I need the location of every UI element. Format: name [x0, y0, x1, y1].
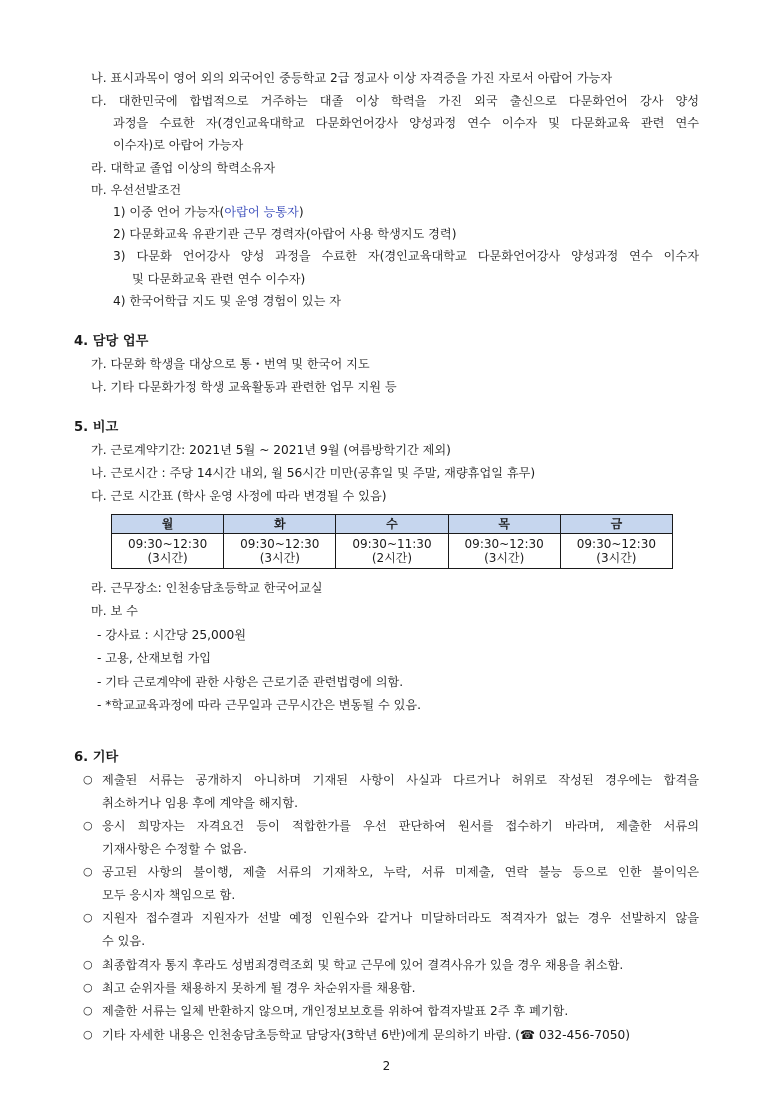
page-number: 2: [382, 1059, 391, 1073]
misc-bullet-8: 기타 자세한 내용은 인천송담초등학교 담당자(3학년 6반)에게 문의하기 바람. (☎ 032-456-7050): [102, 1028, 630, 1042]
bullet-8-mark: ○: [83, 1028, 93, 1041]
schedule-hours: (3시간): [147, 551, 188, 565]
schedule-cell-fri: [560, 534, 672, 569]
schedule-hours: (2시간): [371, 551, 413, 565]
schedule-day-mon: 월: [112, 515, 224, 534]
schedule-cell-mon: [112, 534, 224, 569]
qualification-ra: 라. 대학교 졸업 이상의 학력소유자: [91, 161, 276, 175]
priority-item-1-highlight: 아랍어 능통자: [224, 205, 299, 219]
schedule-cell-tue: [224, 534, 336, 569]
work-schedule-table: [111, 514, 673, 569]
qualification-da-line2: 과정을 수료한 자(경인교육대학교 다문화언어강사 양성과정 연수 이수자 및 다문화교육 관련 연수: [113, 116, 699, 130]
schedule-header-row: [112, 515, 673, 534]
misc-bullet-2-line1: 응시 희망자는 자격요건 등이 적합한가를 우선 판단하여 원서를 접수하기 바라며, 제출한 서류의: [102, 819, 699, 833]
note-na: 나. 근로시간 : 주당 14시간 내외, 월 56시간 미만(공휴일 및 주말, 재량휴업일 휴무): [91, 466, 536, 480]
note-ga: 가. 근로계약기간: 2021년 5월 ~ 2021년 9월 (여름방학기간 제외): [91, 443, 451, 457]
schedule-day-wed: 수: [336, 515, 448, 534]
schedule-time: 09:30~12:30: [127, 536, 208, 551]
note-ra: 라. 근무장소: 인천송담초등학교 한국어교실: [91, 581, 323, 595]
schedule-day-tue: 화: [224, 515, 336, 534]
section-4-title: 4. 담당 업무: [74, 334, 149, 349]
pay-item-3: - 기타 근로계약에 관한 사항은 근로기준 관련법령에 의함.: [97, 675, 404, 689]
priority-item-1: [113, 205, 304, 220]
schedule-hours: (3시간): [259, 551, 300, 565]
bullet-4-mark: ○: [83, 911, 93, 924]
bullet-2-mark: ○: [83, 819, 93, 832]
schedule-time: 09:30~12:30: [240, 536, 320, 551]
bullet-1-mark: ○: [83, 773, 93, 786]
qualification-ma: 마. 우선선발조건: [91, 183, 182, 197]
duty-na: 나. 기타 다문화가정 학생 교육활동과 관련한 업무 지원 등: [91, 380, 397, 394]
schedule-time: 09:30~12:30: [576, 536, 656, 551]
misc-bullet-2-line2: 기재사항은 수정할 수 없음.: [102, 842, 248, 856]
priority-item-3-line2: 및 다문화교육 관련 연수 이수자): [132, 272, 306, 286]
bullet-3-mark: ○: [83, 865, 93, 878]
note-ma: 마. 보 수: [91, 604, 138, 618]
misc-bullet-7: 제출한 서류는 일체 반환하지 않으며, 개인정보보호를 위하여 합격자발표 2주 후 폐기함.: [102, 1004, 569, 1018]
schedule-day-thu: 목: [448, 515, 560, 534]
misc-bullet-1-line1: 제출된 서류는 공개하지 아니하며 기재된 사항이 사실과 다르거나 허위로 작성된 경우에는 합격을: [102, 773, 699, 787]
bullet-7-mark: ○: [83, 1004, 93, 1017]
schedule-time: 09:30~11:30: [352, 536, 432, 551]
schedule-day-fri: 금: [560, 515, 672, 534]
schedule-hours: (3시간): [484, 551, 525, 565]
note-da: 다. 근로 시간표 (학사 운영 사정에 따라 변경될 수 있음): [91, 489, 387, 503]
section-6-title: 6. 기타: [74, 750, 119, 765]
section-5-title: 5. 비고: [74, 420, 119, 435]
pay-item-4: - *학교교육과정에 따라 근무일과 근무시간은 변동될 수 있음.: [97, 698, 422, 712]
misc-bullet-3-line2: 모두 응시자 책임으로 함.: [102, 888, 236, 902]
schedule-cell-wed: [336, 534, 448, 569]
pay-item-2: - 고용, 산재보험 가입: [97, 651, 212, 665]
priority-item-3-line1: 3) 다문화 언어강사 양성 과정을 수료한 자(경인교육대학교 다문화언어강사 양성과정 연수 이수자: [113, 249, 699, 263]
priority-item-2: 2) 다문화교육 유관기관 근무 경력자(아랍어 사용 학생지도 경력): [113, 227, 457, 241]
pay-item-1: - 강사료 : 시간당 25,000원: [97, 628, 247, 642]
schedule-time-row: [112, 534, 673, 569]
duty-ga: 가. 다문화 학생을 대상으로 통・번역 및 한국어 지도: [91, 357, 370, 371]
schedule-hours: (3시간): [596, 551, 637, 565]
priority-item-1-text: 1) 이중 언어 가능자(: [113, 205, 225, 219]
misc-bullet-4-line2: 수 있음.: [102, 934, 146, 948]
schedule-cell-thu: [448, 534, 560, 569]
bullet-5-mark: ○: [83, 958, 93, 971]
misc-bullet-6: 최고 순위자를 채용하지 못하게 될 경우 차순위자를 채용함.: [102, 981, 416, 995]
schedule-time: 09:30~12:30: [464, 536, 544, 551]
qualification-na: 나. 표시과목이 영어 외의 외국어인 중등학교 2급 정교사 이상 자격증을 가진 자로서 아랍어 가능자: [91, 71, 613, 85]
misc-bullet-3-line1: 공고된 사항의 불이행, 제출 서류의 기재착오, 누락, 서류 미제출, 연락 불능 등으로 인한 불이익은: [102, 865, 699, 879]
misc-bullet-1-line2: 취소하거나 임용 후에 계약을 해지함.: [102, 796, 298, 810]
qualification-da-line1: 다. 대한민국에 합법적으로 거주하는 대졸 이상 학력을 가진 외국 출신으로 다문화언어 강사 양성: [91, 94, 699, 108]
priority-item-1-close: ): [298, 205, 304, 219]
misc-bullet-5: 최종합격자 통지 후라도 성범죄경력조회 및 학교 근무에 있어 결격사유가 있을 경우 채용을 취소함.: [102, 958, 624, 972]
misc-bullet-4-line1: 지원자 접수결과 지원자가 선발 예정 인원수와 같거나 미달하더라도 적격자가 없는 경우 선발하지 않을: [102, 911, 699, 925]
priority-item-4: 4) 한국어학급 지도 및 운영 경험이 있는 자: [113, 294, 341, 308]
bullet-6-mark: ○: [83, 981, 93, 994]
qualification-da-line3: 이수자)로 아랍어 가능자: [113, 138, 244, 152]
